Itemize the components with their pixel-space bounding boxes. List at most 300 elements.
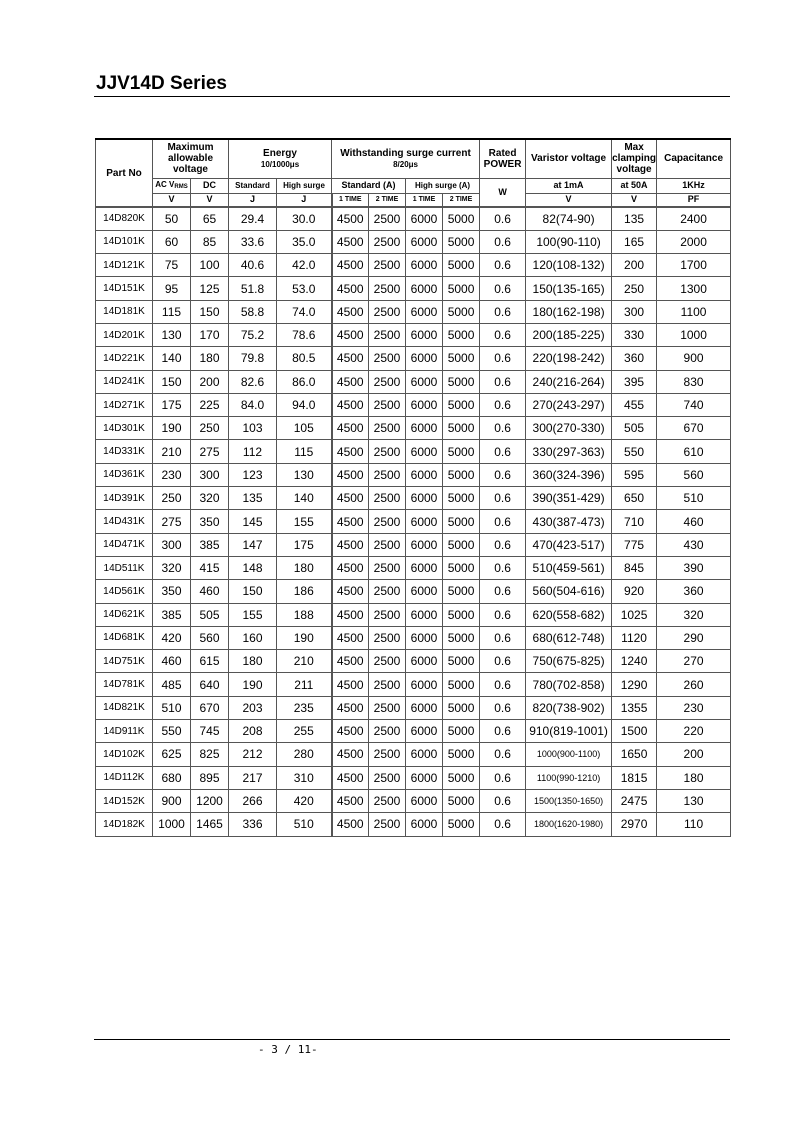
cell-ac-voltage: 210 [153, 440, 191, 463]
cell-standard-2time: 2500 [369, 743, 406, 766]
spec-table-body [96, 207, 731, 836]
cell-energy-standard: 190 [229, 673, 277, 696]
cell-rated-power: 0.6 [480, 766, 526, 789]
unit-clamping-v: V [612, 193, 657, 207]
cell-dc-voltage: 85 [191, 230, 229, 253]
cell-standard-2time: 2500 [369, 347, 406, 370]
cell-high-1time: 6000 [406, 626, 443, 649]
header-withstanding-sub: 8/20μs [393, 159, 418, 169]
cell-standard-1time: 4500 [332, 603, 369, 626]
cell-standard-2time: 2500 [369, 207, 406, 230]
cell-clamping-voltage: 360 [612, 347, 657, 370]
unit-energy-std: J [229, 193, 277, 207]
cell-ac-voltage: 50 [153, 207, 191, 230]
table-row [96, 440, 731, 463]
cell-capacitance: 900 [657, 347, 731, 370]
cell-clamping-voltage: 135 [612, 207, 657, 230]
cell-ac-voltage: 320 [153, 556, 191, 579]
cell-dc-voltage: 825 [191, 743, 229, 766]
header-energy-high-surge: High surge [277, 178, 332, 193]
cell-high-1time: 6000 [406, 789, 443, 812]
cell-energy-high-surge: 105 [277, 417, 332, 440]
cell-energy-high-surge: 115 [277, 440, 332, 463]
cell-clamping-voltage: 2970 [612, 813, 657, 836]
cell-energy-standard: 336 [229, 813, 277, 836]
cell-rated-power: 0.6 [480, 230, 526, 253]
cell-standard-1time: 4500 [332, 254, 369, 277]
cell-part-no: 14D152K [96, 789, 153, 812]
cell-capacitance: 1300 [657, 277, 731, 300]
cell-rated-power: 0.6 [480, 440, 526, 463]
table-row [96, 813, 731, 836]
cell-standard-1time: 4500 [332, 556, 369, 579]
cell-clamping-voltage: 300 [612, 300, 657, 323]
table-row [96, 323, 731, 346]
cell-dc-voltage: 615 [191, 650, 229, 673]
cell-standard-1time: 4500 [332, 673, 369, 696]
cell-high-1time: 6000 [406, 533, 443, 556]
header-dc: DC [191, 178, 229, 193]
cell-energy-standard: 208 [229, 720, 277, 743]
cell-standard-2time: 2500 [369, 510, 406, 533]
cell-rated-power: 0.6 [480, 370, 526, 393]
cell-varistor-voltage: 910(819-1001) [526, 720, 612, 743]
cell-clamping-voltage: 165 [612, 230, 657, 253]
cell-capacitance: 1000 [657, 323, 731, 346]
cell-dc-voltage: 745 [191, 720, 229, 743]
cell-ac-voltage: 550 [153, 720, 191, 743]
cell-varistor-voltage: 1000(900-1100) [526, 743, 612, 766]
cell-dc-voltage: 560 [191, 626, 229, 649]
cell-capacitance: 200 [657, 743, 731, 766]
cell-high-1time: 6000 [406, 370, 443, 393]
cell-energy-high-surge: 255 [277, 720, 332, 743]
cell-energy-high-surge: 175 [277, 533, 332, 556]
cell-part-no: 14D221K [96, 347, 153, 370]
cell-clamping-voltage: 1815 [612, 766, 657, 789]
cell-capacitance: 220 [657, 720, 731, 743]
cell-varistor-voltage: 330(297-363) [526, 440, 612, 463]
cell-high-2time: 5000 [443, 323, 480, 346]
cell-clamping-voltage: 595 [612, 463, 657, 486]
cell-high-2time: 5000 [443, 533, 480, 556]
cell-ac-voltage: 175 [153, 393, 191, 416]
cell-high-1time: 6000 [406, 393, 443, 416]
cell-ac-voltage: 190 [153, 417, 191, 440]
table-row [96, 789, 731, 812]
cell-clamping-voltage: 1290 [612, 673, 657, 696]
cell-standard-2time: 2500 [369, 556, 406, 579]
cell-standard-2time: 2500 [369, 626, 406, 649]
cell-part-no: 14D112K [96, 766, 153, 789]
cell-high-1time: 6000 [406, 510, 443, 533]
cell-varistor-voltage: 1500(1350-1650) [526, 789, 612, 812]
cell-clamping-voltage: 845 [612, 556, 657, 579]
cell-capacitance: 390 [657, 556, 731, 579]
cell-high-2time: 5000 [443, 626, 480, 649]
cell-clamping-voltage: 710 [612, 510, 657, 533]
cell-high-1time: 6000 [406, 580, 443, 603]
cell-high-2time: 5000 [443, 254, 480, 277]
cell-high-1time: 6000 [406, 696, 443, 719]
cell-capacitance: 230 [657, 696, 731, 719]
cell-energy-high-surge: 35.0 [277, 230, 332, 253]
cell-capacitance: 830 [657, 370, 731, 393]
unit-high-2time: 2 TIME [443, 193, 480, 207]
table-row [96, 300, 731, 323]
cell-clamping-voltage: 250 [612, 277, 657, 300]
cell-energy-high-surge: 310 [277, 766, 332, 789]
cell-energy-standard: 145 [229, 510, 277, 533]
cell-clamping-voltage: 1650 [612, 743, 657, 766]
cell-rated-power: 0.6 [480, 417, 526, 440]
cell-ac-voltage: 510 [153, 696, 191, 719]
cell-dc-voltage: 895 [191, 766, 229, 789]
cell-dc-voltage: 275 [191, 440, 229, 463]
table-row [96, 463, 731, 486]
cell-part-no: 14D751K [96, 650, 153, 673]
cell-dc-voltage: 250 [191, 417, 229, 440]
header-high-surge-a: High surge (A) [406, 178, 480, 193]
cell-standard-2time: 2500 [369, 720, 406, 743]
cell-standard-2time: 2500 [369, 417, 406, 440]
cell-high-2time: 5000 [443, 440, 480, 463]
cell-high-1time: 6000 [406, 720, 443, 743]
header-max-voltage: Maximum allowable voltage [153, 139, 229, 178]
page-number: - 3 / 11- [258, 1043, 318, 1056]
cell-part-no: 14D271K [96, 393, 153, 416]
cell-energy-standard: 160 [229, 626, 277, 649]
cell-varistor-voltage: 510(459-561) [526, 556, 612, 579]
cell-part-no: 14D621K [96, 603, 153, 626]
cell-capacitance: 2400 [657, 207, 731, 230]
cell-ac-voltage: 485 [153, 673, 191, 696]
cell-clamping-voltage: 200 [612, 254, 657, 277]
cell-standard-1time: 4500 [332, 487, 369, 510]
unit-std-2time: 2 TIME [369, 193, 406, 207]
cell-clamping-voltage: 505 [612, 417, 657, 440]
cell-capacitance: 430 [657, 533, 731, 556]
cell-high-1time: 6000 [406, 463, 443, 486]
cell-standard-1time: 4500 [332, 417, 369, 440]
cell-rated-power: 0.6 [480, 510, 526, 533]
cell-energy-high-surge: 78.6 [277, 323, 332, 346]
header-power-unit: W [480, 178, 526, 207]
cell-standard-1time: 4500 [332, 650, 369, 673]
cell-energy-standard: 217 [229, 766, 277, 789]
cell-high-2time: 5000 [443, 580, 480, 603]
cell-energy-high-surge: 211 [277, 673, 332, 696]
cell-rated-power: 0.6 [480, 813, 526, 836]
cell-dc-voltage: 300 [191, 463, 229, 486]
cell-high-1time: 6000 [406, 650, 443, 673]
cell-ac-voltage: 250 [153, 487, 191, 510]
cell-part-no: 14D182K [96, 813, 153, 836]
unit-std-1time: 1 TIME [332, 193, 369, 207]
header-rated-power: Rated POWER [480, 139, 526, 178]
table-row [96, 487, 731, 510]
cell-part-no: 14D331K [96, 440, 153, 463]
cell-energy-standard: 147 [229, 533, 277, 556]
table-row [96, 556, 731, 579]
cell-standard-1time: 4500 [332, 720, 369, 743]
cell-clamping-voltage: 1025 [612, 603, 657, 626]
cell-varistor-voltage: 150(135-165) [526, 277, 612, 300]
cell-standard-2time: 2500 [369, 533, 406, 556]
footer-divider [94, 1039, 730, 1040]
header-at-50a: at 50A [612, 178, 657, 193]
cell-high-2time: 5000 [443, 393, 480, 416]
cell-rated-power: 0.6 [480, 347, 526, 370]
cell-clamping-voltage: 920 [612, 580, 657, 603]
cell-energy-high-surge: 80.5 [277, 347, 332, 370]
cell-capacitance: 130 [657, 789, 731, 812]
cell-capacitance: 2000 [657, 230, 731, 253]
cell-clamping-voltage: 775 [612, 533, 657, 556]
cell-energy-high-surge: 188 [277, 603, 332, 626]
cell-rated-power: 0.6 [480, 743, 526, 766]
cell-rated-power: 0.6 [480, 207, 526, 230]
cell-rated-power: 0.6 [480, 254, 526, 277]
cell-clamping-voltage: 1355 [612, 696, 657, 719]
cell-standard-1time: 4500 [332, 813, 369, 836]
cell-energy-high-surge: 130 [277, 463, 332, 486]
cell-rated-power: 0.6 [480, 580, 526, 603]
cell-varistor-voltage: 820(738-902) [526, 696, 612, 719]
cell-rated-power: 0.6 [480, 533, 526, 556]
cell-standard-2time: 2500 [369, 696, 406, 719]
cell-ac-voltage: 900 [153, 789, 191, 812]
cell-rated-power: 0.6 [480, 696, 526, 719]
cell-dc-voltage: 385 [191, 533, 229, 556]
cell-rated-power: 0.6 [480, 673, 526, 696]
unit-ac-v: V [153, 193, 191, 207]
cell-varistor-voltage: 200(185-225) [526, 323, 612, 346]
cell-standard-1time: 4500 [332, 696, 369, 719]
cell-high-2time: 5000 [443, 277, 480, 300]
cell-standard-2time: 2500 [369, 230, 406, 253]
cell-clamping-voltage: 1120 [612, 626, 657, 649]
cell-rated-power: 0.6 [480, 789, 526, 812]
cell-standard-1time: 4500 [332, 370, 369, 393]
cell-energy-high-surge: 420 [277, 789, 332, 812]
cell-varistor-voltage: 120(108-132) [526, 254, 612, 277]
table-row [96, 696, 731, 719]
cell-standard-1time: 4500 [332, 230, 369, 253]
cell-part-no: 14D781K [96, 673, 153, 696]
cell-clamping-voltage: 1500 [612, 720, 657, 743]
cell-high-1time: 6000 [406, 417, 443, 440]
cell-varistor-voltage: 750(675-825) [526, 650, 612, 673]
cell-varistor-voltage: 100(90-110) [526, 230, 612, 253]
cell-standard-1time: 4500 [332, 626, 369, 649]
cell-part-no: 14D911K [96, 720, 153, 743]
cell-capacitance: 1700 [657, 254, 731, 277]
cell-ac-voltage: 75 [153, 254, 191, 277]
cell-high-1time: 6000 [406, 813, 443, 836]
cell-ac-voltage: 95 [153, 277, 191, 300]
cell-high-1time: 6000 [406, 323, 443, 346]
cell-high-1time: 6000 [406, 440, 443, 463]
cell-dc-voltage: 200 [191, 370, 229, 393]
table-row [96, 510, 731, 533]
cell-standard-2time: 2500 [369, 673, 406, 696]
cell-part-no: 14D101K [96, 230, 153, 253]
cell-energy-standard: 135 [229, 487, 277, 510]
cell-energy-standard: 75.2 [229, 323, 277, 346]
cell-varistor-voltage: 240(216-264) [526, 370, 612, 393]
cell-high-2time: 5000 [443, 417, 480, 440]
table-row [96, 626, 731, 649]
cell-rated-power: 0.6 [480, 603, 526, 626]
cell-rated-power: 0.6 [480, 393, 526, 416]
cell-rated-power: 0.6 [480, 650, 526, 673]
cell-standard-1time: 4500 [332, 789, 369, 812]
cell-varistor-voltage: 180(162-198) [526, 300, 612, 323]
varistor-spec-table [95, 138, 731, 837]
cell-capacitance: 360 [657, 580, 731, 603]
cell-rated-power: 0.6 [480, 277, 526, 300]
cell-energy-standard: 103 [229, 417, 277, 440]
cell-energy-standard: 266 [229, 789, 277, 812]
cell-standard-2time: 2500 [369, 254, 406, 277]
cell-capacitance: 260 [657, 673, 731, 696]
cell-standard-1time: 4500 [332, 580, 369, 603]
header-energy-standard: Standard [229, 178, 277, 193]
cell-energy-standard: 148 [229, 556, 277, 579]
cell-standard-1time: 4500 [332, 393, 369, 416]
cell-part-no: 14D820K [96, 207, 153, 230]
cell-part-no: 14D301K [96, 417, 153, 440]
cell-clamping-voltage: 550 [612, 440, 657, 463]
cell-standard-2time: 2500 [369, 300, 406, 323]
table-row [96, 347, 731, 370]
cell-energy-high-surge: 180 [277, 556, 332, 579]
cell-energy-high-surge: 235 [277, 696, 332, 719]
cell-part-no: 14D241K [96, 370, 153, 393]
cell-rated-power: 0.6 [480, 463, 526, 486]
table-row [96, 417, 731, 440]
table-row [96, 230, 731, 253]
cell-energy-standard: 79.8 [229, 347, 277, 370]
cell-varistor-voltage: 300(270-330) [526, 417, 612, 440]
cell-capacitance: 670 [657, 417, 731, 440]
cell-high-1time: 6000 [406, 230, 443, 253]
cell-standard-1time: 4500 [332, 533, 369, 556]
cell-standard-2time: 2500 [369, 789, 406, 812]
cell-part-no: 14D821K [96, 696, 153, 719]
cell-ac-voltage: 300 [153, 533, 191, 556]
cell-ac-voltage: 1000 [153, 813, 191, 836]
table-row [96, 766, 731, 789]
cell-rated-power: 0.6 [480, 626, 526, 649]
cell-dc-voltage: 180 [191, 347, 229, 370]
cell-rated-power: 0.6 [480, 323, 526, 346]
cell-varistor-voltage: 560(504-616) [526, 580, 612, 603]
cell-energy-high-surge: 280 [277, 743, 332, 766]
cell-standard-2time: 2500 [369, 813, 406, 836]
cell-capacitance: 290 [657, 626, 731, 649]
cell-standard-2time: 2500 [369, 650, 406, 673]
cell-energy-high-surge: 86.0 [277, 370, 332, 393]
cell-energy-standard: 29.4 [229, 207, 277, 230]
cell-high-2time: 5000 [443, 789, 480, 812]
cell-part-no: 14D102K [96, 743, 153, 766]
table-row [96, 650, 731, 673]
cell-capacitance: 320 [657, 603, 731, 626]
cell-ac-voltage: 680 [153, 766, 191, 789]
cell-high-1time: 6000 [406, 743, 443, 766]
cell-high-2time: 5000 [443, 510, 480, 533]
cell-energy-standard: 123 [229, 463, 277, 486]
cell-clamping-voltage: 395 [612, 370, 657, 393]
cell-part-no: 14D511K [96, 556, 153, 579]
cell-ac-voltage: 230 [153, 463, 191, 486]
cell-energy-standard: 51.8 [229, 277, 277, 300]
cell-high-2time: 5000 [443, 650, 480, 673]
cell-high-2time: 5000 [443, 487, 480, 510]
cell-energy-high-surge: 74.0 [277, 300, 332, 323]
cell-standard-2time: 2500 [369, 323, 406, 346]
cell-energy-standard: 82.6 [229, 370, 277, 393]
cell-clamping-voltage: 330 [612, 323, 657, 346]
cell-clamping-voltage: 650 [612, 487, 657, 510]
table-row [96, 673, 731, 696]
cell-standard-1time: 4500 [332, 766, 369, 789]
cell-part-no: 14D471K [96, 533, 153, 556]
cell-energy-standard: 150 [229, 580, 277, 603]
cell-high-1time: 6000 [406, 207, 443, 230]
cell-high-2time: 5000 [443, 696, 480, 719]
cell-standard-1time: 4500 [332, 207, 369, 230]
cell-standard-1time: 4500 [332, 323, 369, 346]
cell-high-1time: 6000 [406, 347, 443, 370]
cell-energy-high-surge: 30.0 [277, 207, 332, 230]
cell-varistor-voltage: 470(423-517) [526, 533, 612, 556]
cell-standard-2time: 2500 [369, 370, 406, 393]
cell-ac-voltage: 460 [153, 650, 191, 673]
title-divider [94, 96, 730, 97]
cell-dc-voltage: 505 [191, 603, 229, 626]
cell-standard-2time: 2500 [369, 393, 406, 416]
header-ac-vrms [153, 178, 191, 193]
cell-high-1time: 6000 [406, 300, 443, 323]
header-withstanding-label: Withstanding surge current [340, 147, 471, 159]
cell-high-2time: 5000 [443, 300, 480, 323]
cell-dc-voltage: 670 [191, 696, 229, 719]
cell-standard-1time: 4500 [332, 300, 369, 323]
cell-standard-2time: 2500 [369, 440, 406, 463]
cell-energy-standard: 180 [229, 650, 277, 673]
header-ac-vrms-sub: RMS [174, 183, 188, 190]
cell-varistor-voltage: 390(351-429) [526, 487, 612, 510]
cell-part-no: 14D201K [96, 323, 153, 346]
cell-clamping-voltage: 455 [612, 393, 657, 416]
cell-dc-voltage: 320 [191, 487, 229, 510]
cell-varistor-voltage: 220(198-242) [526, 347, 612, 370]
header-part-no: Part No [96, 139, 153, 207]
cell-standard-1time: 4500 [332, 743, 369, 766]
cell-ac-voltage: 150 [153, 370, 191, 393]
cell-standard-2time: 2500 [369, 580, 406, 603]
cell-high-2time: 5000 [443, 463, 480, 486]
cell-part-no: 14D431K [96, 510, 153, 533]
cell-standard-2time: 2500 [369, 603, 406, 626]
table-row [96, 207, 731, 230]
cell-part-no: 14D361K [96, 463, 153, 486]
unit-energy-high: J [277, 193, 332, 207]
cell-high-1time: 6000 [406, 487, 443, 510]
